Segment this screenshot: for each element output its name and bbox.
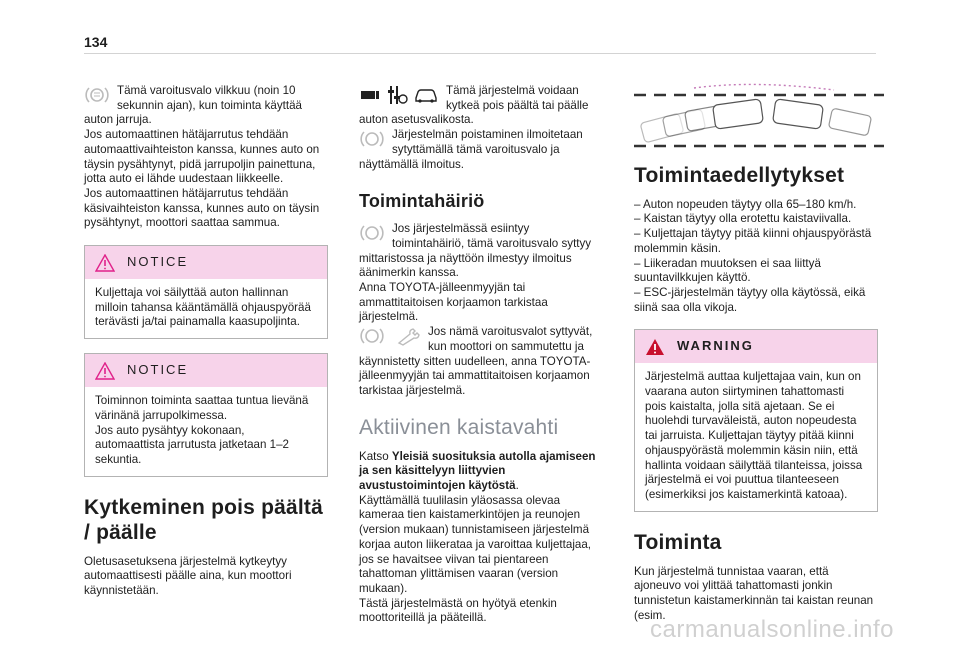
paragraph: Jos järjestelmässä esiintyy toimintahäiriö, tämä varoitusvalo syttyy mittaristossa ja näyttöön ilmestyy ilmoitus äänimerkin kanssa. Anna TOYOTA-jälleenmyyjän tai ammattitaitoisen korjaamon tarkistaa järjestelmä.	[359, 222, 592, 324]
lane-keeping-illustration	[634, 80, 878, 155]
warning-triangle-icon	[645, 338, 665, 356]
section-heading: Toiminta	[634, 530, 722, 554]
brake-warning-icon	[359, 222, 385, 244]
wrench-icon	[395, 325, 421, 347]
car-icon	[413, 84, 439, 106]
list-item: – Liikeradan muutoksen ei saa liittyä suuntavilkkujen käyttö.	[634, 256, 821, 285]
brake-warning-icon	[359, 128, 385, 150]
list-item: – Kuljettajan täytyy pitää kiinni ohjauspyörästä molemmin käsin.	[634, 227, 872, 255]
list-item: – Kaistan täytyy olla erotettu kaistaviivalla.	[634, 212, 852, 226]
notice-triangle-icon	[95, 362, 115, 380]
notice-box-2	[84, 353, 328, 477]
notice-triangle-icon	[95, 254, 115, 272]
notice-text: Toiminnon toiminta saattaa tuntua lievänä värinänä jarrupolkimessa. Jos auto pysähtyy kokonaan, automaattista jarrutusta jatketaan 1–2 sekuntia.	[95, 394, 309, 466]
notice-text: Kuljettaja voi säilyttää auton hallinnan milloin tahansa kääntämällä ohjauspyörää terävästi ja/tai painamalla kaasupoljinta.	[95, 286, 311, 329]
menu-icon	[359, 84, 381, 106]
section-heading: Toimintaedellytykset	[634, 163, 845, 187]
page-number: 134	[84, 34, 108, 50]
conditions-list	[634, 198, 878, 316]
notice-box-1	[84, 245, 328, 339]
cross-reference: Yleisiä suosituksia autolla ajamiseen ja sen käsittelyyn liittyvien avustustoimintojen käytöstä	[359, 449, 596, 493]
warning-text: Järjestelmä auttaa kuljettajaa vain, kun on vaarana auton siirtyminen tahattomasti pois kaistalta, jolla sitä ajetaan. Se ei huolehdi turvaväleistä, auton nopeudesta tai jarruista. Kuljettajan täytyy pitää kiinni ohjauspyörästä molemmin käsin niin, että hallinta voidaan säilyttää tilanteissa, joissa järjestelmä ei voi puuttua tilanteeseen (esimerkiksi jos kaistamerkintä katoaa).	[645, 370, 863, 501]
intro-paragraph: Tämä varoitusvalo vilkkuu (noin 10 sekunnin ajan), kun toiminta käyttää auton jarruja. Jos automaattinen hätäjarrutus tehdään automaattivaihteiston kanssa, kunnes auto on täysin pysähtynyt, pidä jarrupoljin painettuna, jotta auto ei lähde uudestaan liikkeelle. Jos automaattinen hätäjarrutus tehdään käsivaihteiston kanssa, kunnes auto on täysin pysähtynyt, moottori saattaa sammua.	[84, 84, 320, 230]
column-3	[634, 80, 878, 623]
brake-warning-icon	[84, 84, 110, 106]
paragraph: Jos nämä varoitusvalot syttyvät, kun moottori on sammutettu ja käynnistetty sitten uudelleen, anna TOYOTA-jälleenmyyjän tai ammattitaitoisen korjaamon tarkistaa järjestelmä.	[359, 325, 593, 397]
section-heading: Toimintahäiriö	[359, 191, 485, 212]
column-1	[84, 84, 328, 599]
warning-box	[634, 329, 878, 511]
list-item: – ESC-järjestelmän täytyy olla käytössä, eikä siinä saa olla vikoja.	[634, 285, 866, 314]
column-2	[359, 84, 603, 626]
paragraph: Tämä järjestelmä voidaan kytkeä pois päältä tai päälle auton asetusvalikosta.	[359, 84, 589, 127]
paragraph: Oletusasetuksena järjestelmä kytkeytyy automaattisesti päälle aina, kun moottori käynnistetään.	[84, 554, 292, 598]
warning-label: WARNING	[677, 338, 754, 354]
section-heading-light: Aktiivinen kaistavahti	[359, 415, 559, 439]
settings-icon	[386, 84, 408, 106]
paragraph: Katso Yleisiä suosituksia autolla ajamiseen ja sen käsittelyyn liittyvien avustustoimintojen käytöstä. Käyttämällä tuulilasin yläosassa olevaa kameraa tien kaistamerkintöjen ja reunojen (version mukaan) tunnistamiseen järjestelmä korjaa auton liikerataa ja varoittaa kuljettajaa, jos se havaitsee viivan tai pientareen tahattoman ylittämisen vaaran (version mukaan). Tästä järjestelmästä on hyötyä etenkin moottoriteillä ja pääteillä.	[359, 449, 596, 625]
list-item: – Auton nopeuden täytyy olla 65–180 km/h.	[634, 197, 857, 211]
notice-label: NOTICE	[127, 362, 189, 378]
paragraph: Kun järjestelmä tunnistaa vaaran, että ajoneuvo voi ylittää tahattomasti jonkin tunnistetun kaistamerkinnän tai kaistan reunan (esim.	[634, 564, 874, 622]
notice-label: NOTICE	[127, 254, 189, 270]
brake-warning-icon	[359, 325, 385, 347]
header-rule	[84, 53, 876, 54]
watermark: carmanualsonline.info	[650, 616, 894, 643]
paragraph: Järjestelmän poistaminen ilmoitetaan sytyttämällä tämä varoitusvalo ja näyttämällä ilmoitus.	[359, 128, 583, 171]
section-heading: Kytkeminen pois päältä / päälle	[84, 495, 323, 544]
